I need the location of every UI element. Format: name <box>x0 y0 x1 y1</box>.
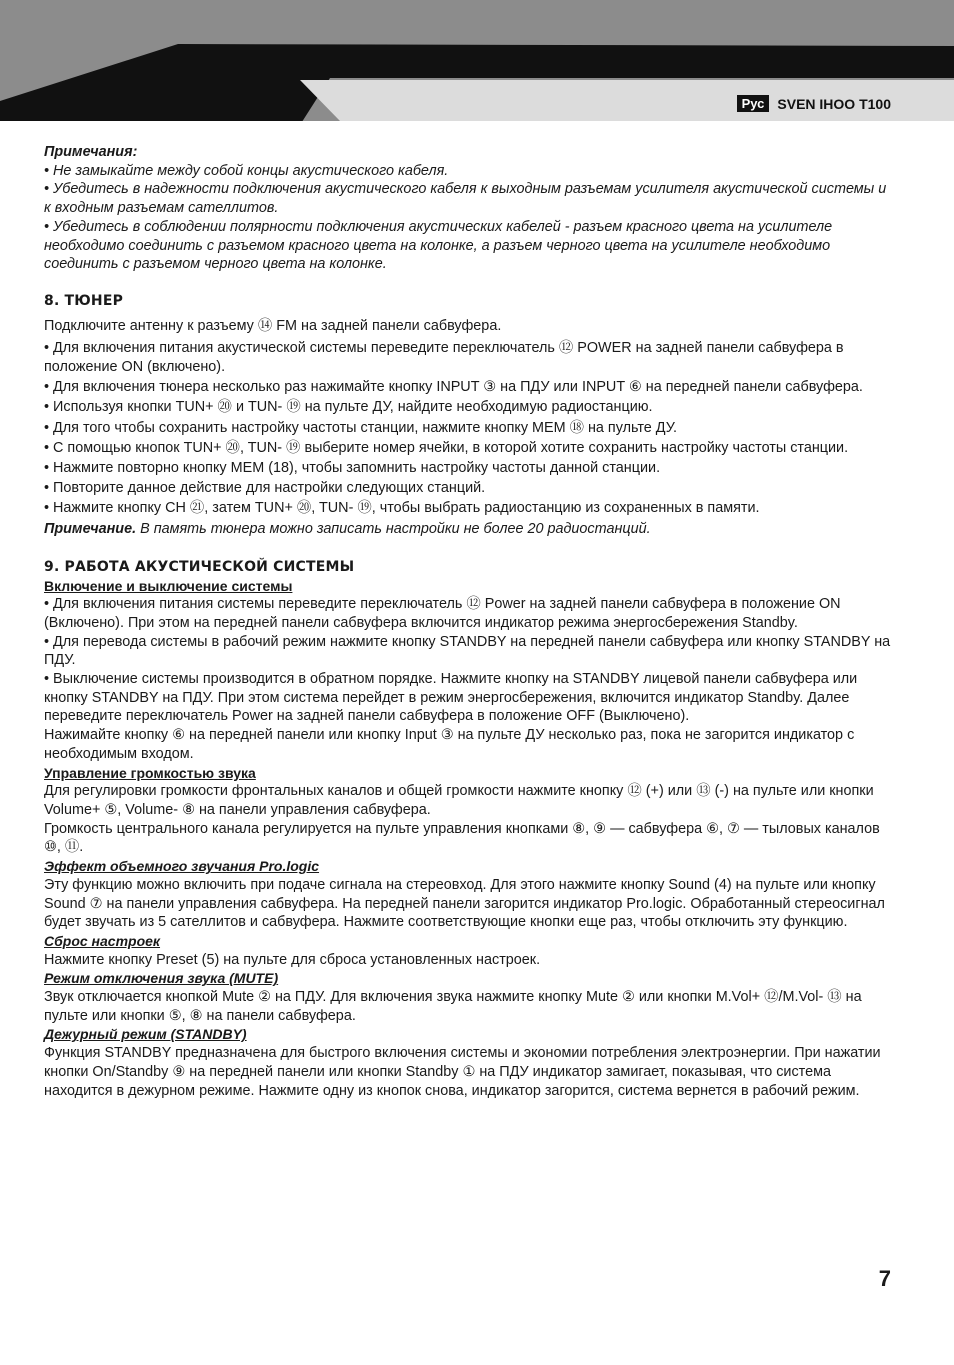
paragraph: Для регулировки громкости фронтальных каналов и общей громкости нажмите кнопку ⑫ (+) или ⑬ (-) на пульте или кнопки Volume+ ⑤, Volume- ⑧ на панели управления сабвуфера. <box>44 783 874 818</box>
tuner-section <box>44 292 891 538</box>
subsection-title: Дежурный режим (STANDBY) <box>44 1026 247 1043</box>
paragraph: Функция STANDBY предназначена для быстрого включения системы и экономии потребления электроэнергии. При нажатии кнопки On/Standby ⑨ на передней панели или кнопки Standby ① на ПДУ индикатор замигает, показывая, что система находится в дежурном режиме. Нажмите одну из кнопок снова, индикатор загорится, система вернется в рабочий режим. <box>44 1045 881 1099</box>
tuner-intro: Подключите антенну к разъему ⑭ FM на задней панели сабвуфера. <box>44 317 502 334</box>
list-item: • Для включения тюнера несколько раз нажимайте кнопку INPUT ③ на ПДУ или INPUT ⑥ на передней панели сабвуфера. <box>44 379 863 396</box>
paragraph: Нажимайте кнопку ⑥ на передней панели или кнопку Input ③ на пульте ДУ несколько раз, пока не загорится индикатор с необходимым входом. <box>44 727 855 762</box>
list-item: • Для того чтобы сохранить настройку частоты станции, нажмите кнопку MEM ⑱ на пульте ДУ. <box>44 419 677 436</box>
paragraph: Эту функцию можно включить при подаче сигнала на стереовход. Для этого нажмите кнопку Sound (4) на пульте или кнопку Sound ⑦ на панели управления сабвуфера. На передней панели загорится индикатор Pro.logic. Обработанный стереосигнал будет звучать из 5 сателлитов и сабвуфера. Нажмите соответствующие кнопки еще раз, чтобы отключить эту функцию. <box>44 876 885 931</box>
subsection-title: Управление громкостью звука <box>44 764 256 781</box>
note-item: • Убедитесь в надежности подключения акустического кабеля к выходным разъемам усилителя акустической системы и к входным разъемам сателлитов. <box>44 181 887 217</box>
section-heading: 9. РАБОТА АКУСТИЧЕСКОЙ СИСТЕМЫ <box>44 558 355 575</box>
page-number: 7 <box>878 1266 891 1291</box>
list-item: • Для включения питания акустической системы переведите переключатель ⑫ POWER на задней панели сабвуфера в положение ON (включено). <box>44 340 844 376</box>
notes-title: Примечания: <box>44 144 138 160</box>
page-content <box>44 143 891 1100</box>
list-item: • Для перевода системы в рабочий режим нажмите кнопку STANDBY на передней панели сабвуфера или кнопку STANDBY на ПДУ. <box>44 633 891 669</box>
header-label <box>737 95 891 112</box>
list-item: • Используя кнопки TUN+ ⑳ и TUN- ⑲ на пульте ДУ, найдите необходимую радиостанцию. <box>44 399 653 416</box>
paragraph: Нажмите кнопку Preset (5) на пульте для сброса установленных настроек. <box>44 951 541 968</box>
product-name: SVEN IHOO T100 <box>777 95 891 112</box>
paragraph: Громкость центрального канала регулируется на пульте управления кнопками ⑧, ⑨ — сабвуфера ⑥, ⑦ — тыловых каналов ⑩, ⑪. <box>44 820 880 856</box>
subsection-title: Сброс настроек <box>44 932 161 949</box>
note-item: • Не замыкайте между собой концы акустического кабеля. <box>44 162 449 179</box>
list-item: • Нажмите повторно кнопку MEM (18), чтобы запомнить настройку частоты данной станции. <box>44 460 661 477</box>
list-item: • Нажмите кнопку CH ㉑, затем TUN+ ⑳, TUN- ⑲, чтобы выбрать радиостанцию из сохраненных в памяти. <box>44 500 760 517</box>
note-label: Примечание. <box>44 520 137 537</box>
system-section <box>44 558 891 1100</box>
list-item: • С помощью кнопок TUN+ ⑳, TUN- ⑲ выберите номер ячейки, в которой хотите сохранить настройку частоты станции. <box>44 439 849 456</box>
list-item: • Выключение системы производится в обратном порядке. Нажмите кнопку на STANDBY лицевой панели сабвуфера или кнопку STANDBY на ПДУ. При этом система перейдет в режим энергосбережения, включится индикатор Standby. Далее переведите переключатель Power на задней панели сабвуфера в положение OFF (Выключено). <box>44 671 858 725</box>
header-white-left <box>0 121 340 125</box>
subsection-title: Включение и выключение системы <box>44 577 293 594</box>
section-heading: 8. ТЮНЕР <box>44 292 124 309</box>
list-item: • Для включения питания системы переведите переключатель ⑫ Power на задней панели сабвуфера в положение ON (Включено). При этом на передней панели сабвуфера включится индикатор режима энергосбережения Standby. <box>44 596 841 631</box>
tuner-note <box>44 520 891 539</box>
notes-section <box>44 143 891 274</box>
paragraph: Звук отключается кнопкой Mute ② на ПДУ. Для включения звука нажмите кнопку Mute ② или кнопки M.Vol+ ⑫/M.Vol- ⑬ на пульте или кнопки ⑤, ⑧ на панели сабвуфера. <box>44 989 862 1024</box>
subsection-title: Режим отключения звука (MUTE) <box>44 970 279 987</box>
language-badge: Рус <box>737 95 770 112</box>
note-text: В память тюнера можно записать настройки не более 20 радиостанций. <box>136 520 651 537</box>
list-item: • Повторите данное действие для настройки следующих станций. <box>44 480 486 497</box>
subsection-title: Эффект объемного звучания Pro.logic <box>44 858 320 875</box>
note-item: • Убедитесь в соблюдении полярности подключения акустических кабелей - разъем красного цвета на усилителе необходимо соединить с разъемом красного цвета на колонке, а разъем черного цвета на усилителе необходимо соединить с разъемом черного цвета на колонке. <box>44 218 833 273</box>
